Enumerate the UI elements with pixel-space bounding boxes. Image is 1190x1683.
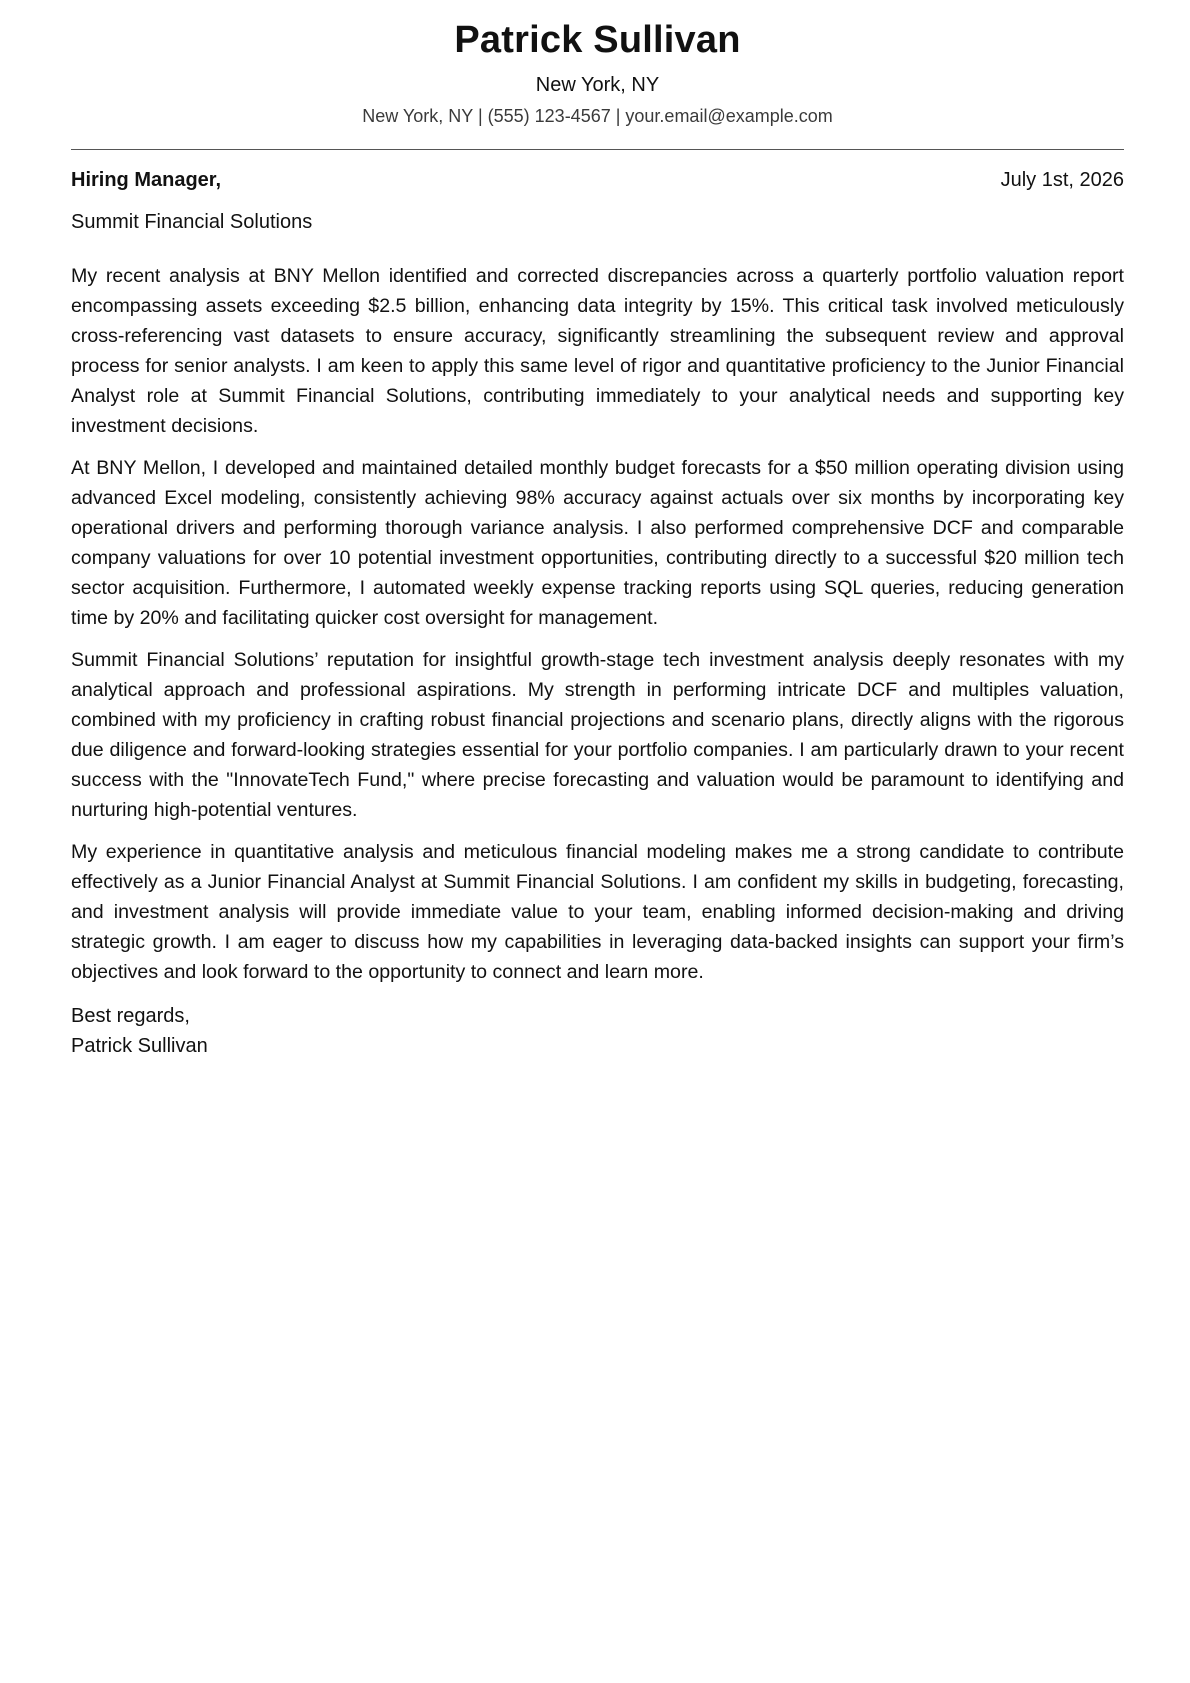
body-paragraph: My recent analysis at BNY Mellon identified and corrected discrepancies across a quarterly portfolio valuation report encompassing assets exceeding $2.5 billion, enhancing data integrity by 15%. This critical task involved meticulously cross-referencing vast datasets to ensure accuracy, significantly streamlining the subsequent review and approval process for senior analysts. I am keen to apply this same level of rigor and quantitative proficiency to the Junior Financial Analyst role at Summit Financial Solutions, contributing immediately to your analytical needs and supporting key investment decisions. xyxy=(71,265,1124,437)
cover-letter-page xyxy=(71,0,1124,1061)
body-paragraph: Summit Financial Solutions’ reputation for insightful growth-stage tech investment analysis deeply resonates with my analytical approach and professional aspirations. My strength in performing intricate DCF and multiples valuation, combined with my proficiency in crafting robust financial projections and scenario plans, directly aligns with the rigorous due diligence and forward-looking strategies essential for your portfolio companies. I am particularly drawn to your recent success with the "InnovateTech Fund," where precise forecasting and valuation would be paramount to identifying and nurturing high-potential ventures. xyxy=(71,649,1124,821)
applicant-name: Patrick Sullivan xyxy=(454,19,741,61)
body-paragraph: At BNY Mellon, I developed and maintained detailed monthly budget forecasts for a $50 million operating division using advanced Excel modeling, consistently achieving 98% accuracy against actuals over six months by incorporating key operational drivers and performing thorough variance analysis. I also performed comprehensive DCF and comparable company valuations for over 10 potential investment opportunities, contributing directly to a successful $20 million tech sector acquisition. Furthermore, I automated weekly expense tracking reports using SQL queries, reducing generation time by 20% and facilitating quicker cost oversight for management. xyxy=(71,457,1124,629)
recipient-company: Summit Financial Solutions xyxy=(71,211,313,233)
applicant-location: New York, NY xyxy=(535,74,660,96)
salutation: Hiring Manager, xyxy=(71,169,222,191)
signoff: Best regards, xyxy=(71,1005,190,1027)
header-divider xyxy=(71,149,1124,150)
letter-body xyxy=(71,261,1124,987)
letter-header xyxy=(71,0,1124,128)
letter-closing xyxy=(71,1001,1124,1061)
letter-date: July 1st, 2026 xyxy=(1000,169,1124,191)
recipient-row xyxy=(71,167,1124,193)
signature-name: Patrick Sullivan xyxy=(71,1035,208,1057)
body-paragraph: My experience in quantitative analysis and meticulous financial modeling makes me a strong candidate to contribute effectively as a Junior Financial Analyst at Summit Financial Solutions. I am confident my skills in budgeting, forecasting, and investment analysis will provide immediate value to your team, enabling informed decision-making and driving strategic growth. I am eager to discuss how my capabilities in leveraging data-backed insights can support your firm’s objectives and look forward to the opportunity to connect and learn more. xyxy=(71,841,1124,983)
applicant-contact-line: New York, NY | (555) 123-4567 | your.email@example.com xyxy=(362,106,833,126)
